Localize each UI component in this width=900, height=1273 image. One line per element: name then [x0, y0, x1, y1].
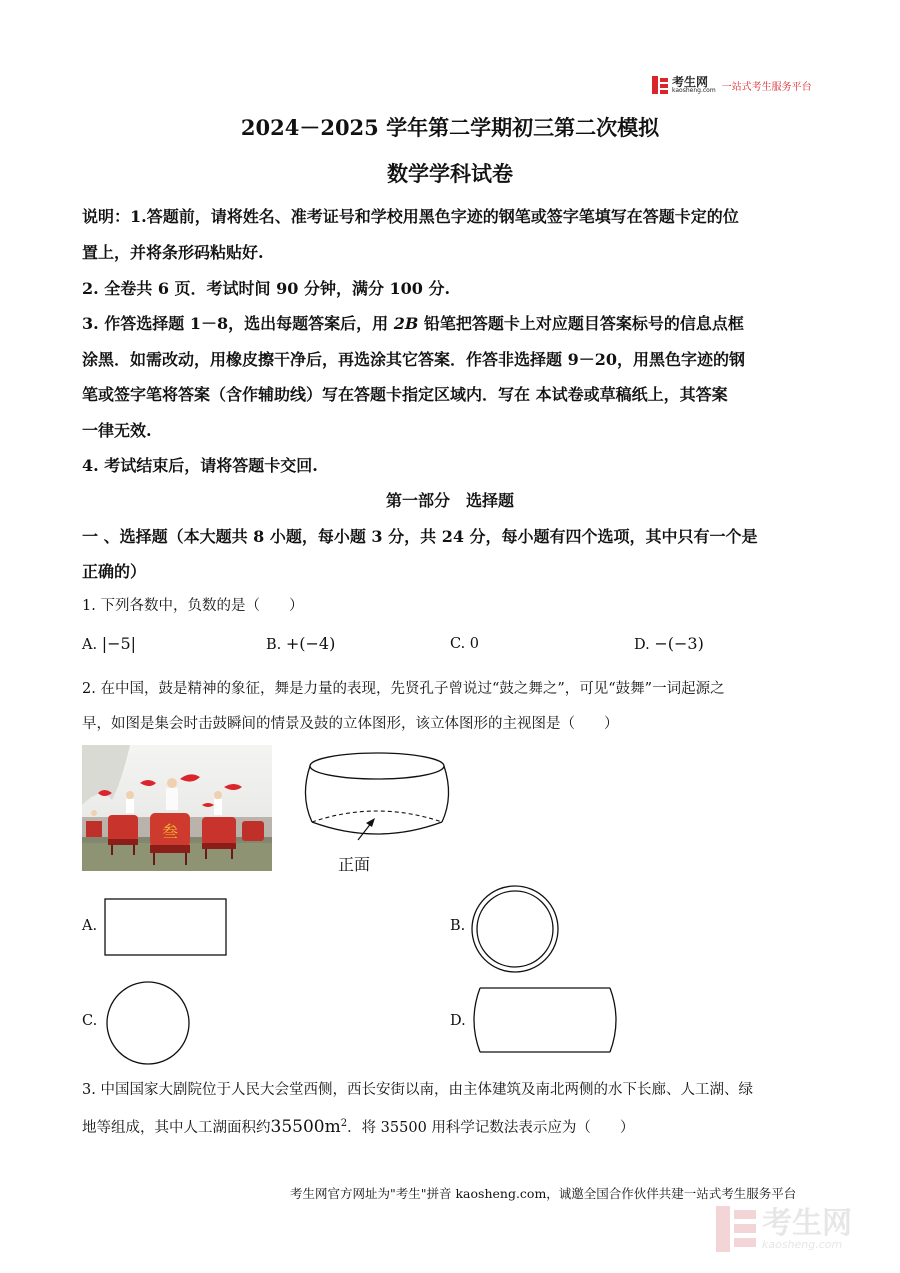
q1-option-b — [266, 634, 335, 653]
option-math: −(−3) — [654, 634, 704, 653]
instruction-line: 说明：1.答题前，请将姓名、准考证号和学校用黑色字迹的钢笔或签字笔填写在答题卡定的位 — [82, 207, 739, 226]
q3-area-math: 35500m — [270, 1117, 341, 1137]
logo-name: 考生网 — [672, 75, 709, 89]
q3-text: 地等组成，其中人工湖面积约 — [82, 1120, 271, 1136]
header-logo — [652, 72, 822, 98]
option-label: B. — [266, 637, 282, 653]
q3-area-exponent: 2 — [340, 1118, 348, 1130]
kaosheng-logo-icon — [652, 76, 668, 94]
instruction-line: 置上，并将条形码粘贴好. — [82, 243, 264, 262]
drum-3d-figure — [300, 748, 460, 848]
question-1-stem: 1. 下列各数中，负数的是（ ） — [82, 598, 304, 614]
part-heading: 第一部分 选择题 — [385, 491, 514, 510]
kaosheng-watermark-icon — [716, 1206, 756, 1252]
instruction-line: 涂黑．如需改动，用橡皮擦干净后，再选涂其它答案．作答非选择题 9－20，用黑色字迹的钢 — [82, 350, 745, 369]
instruction-line: 4. 考试结束后，请将答题卡交回. — [82, 456, 318, 475]
front-label: 正面 — [338, 855, 371, 874]
instruction-text: 铅笔把答题卡上对应题目答案标号的信息点框 — [418, 314, 744, 333]
q2-option-d-barrel — [470, 984, 620, 1056]
q2-option-d-label: D. — [450, 1013, 466, 1029]
footer-text: 考生网官方网址为"考生"拼音 kaosheng.com，诚邀全国合作伙伴共建一站式考生服务平台 — [290, 1186, 797, 1201]
q1-option-d — [634, 634, 704, 653]
option-label: D. — [634, 637, 650, 653]
q3-text: ．将 35500 用科学记数法表示应为（ ） — [347, 1120, 635, 1136]
logo-slogan: 一站式考生服务平台 — [721, 81, 812, 93]
section-heading: 一 、选择题（本大题共 8 小题，每小题 3 分，共 24 分，每小题有四个选项，其中只有一个是 — [82, 527, 758, 546]
option-math: +(−4) — [285, 634, 336, 653]
instruction-text: 3. 作答选择题 1－8，选出每题答案后，用 — [82, 314, 394, 333]
drum-performance-photo — [82, 745, 272, 871]
q1-option-a — [82, 634, 136, 653]
watermark-name: 考生网 — [762, 1205, 852, 1241]
pencil-grade: 2B — [393, 314, 419, 333]
logo-domain: kaosheng.com — [672, 87, 716, 94]
section-heading: 正确的） — [82, 562, 147, 581]
question-3-stem — [82, 1116, 822, 1137]
q2-option-b-double-circle — [470, 884, 560, 974]
instruction-line: 一律无效. — [82, 421, 152, 440]
question-2-stem: 早，如图是集会时击鼓瞬间的情景及鼓的立体图形，该立体图形的主视图是（ ） — [82, 716, 619, 732]
q2-option-c-label: C. — [82, 1013, 98, 1029]
q2-option-a-label: A. — [82, 918, 98, 934]
question-2-stem: 2. 在中国，鼓是精神的象征，舞是力量的表现，先贤孔子曾说过“鼓之舞之”，可见“鼓舞”一词起源之 — [82, 681, 725, 697]
question-3-stem: 3. 中国国家大剧院位于人民大会堂西侧，西长安街以南，由主体建筑及南北两侧的水下长廊、人工湖、绿 — [82, 1082, 753, 1098]
q2-option-a-rectangle — [104, 898, 228, 956]
option-math: |−5| — [101, 634, 137, 653]
option-label: A. — [82, 637, 98, 653]
instruction-line: 2. 全卷共 6 页．考试时间 90 分钟，满分 100 分. — [82, 279, 451, 298]
q2-option-b-label: B. — [450, 918, 466, 934]
exam-subtitle: 数学学科试卷 — [387, 161, 513, 186]
drum-character: 叁 — [161, 822, 179, 841]
instruction-line — [82, 311, 822, 334]
q1-option-c: C. 0 — [450, 636, 480, 652]
exam-title: 2024－2025 学年第二学期初三第二次模拟 — [240, 115, 660, 140]
watermark-logo — [716, 1203, 881, 1255]
instruction-line: 笔或签字笔将答案（含作辅助线）写在答题卡指定区域内．写在 本试卷或草稿纸上，其答案 — [82, 385, 728, 404]
q2-option-c-circle — [104, 980, 192, 1068]
watermark-domain: kaosheng.com — [762, 1237, 843, 1251]
